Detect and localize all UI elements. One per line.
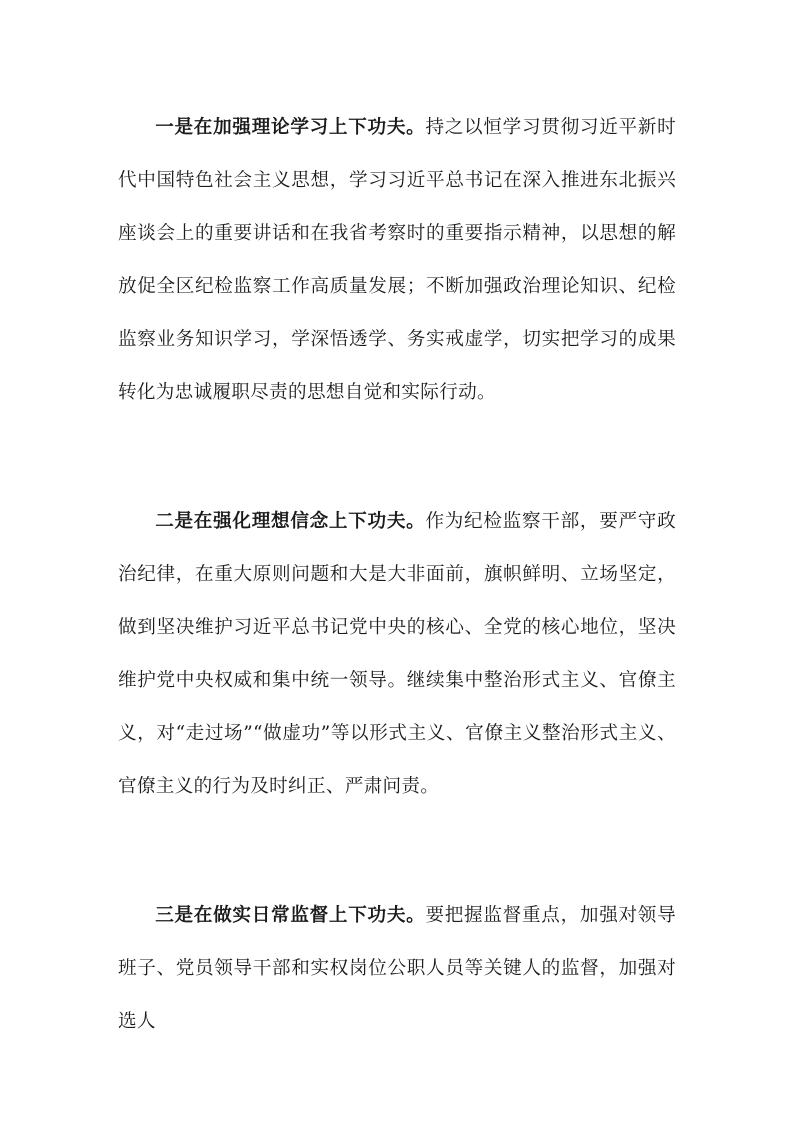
paragraph-3-body: 要把握监督重点，加强对领导班子、党员领导干部和实权岗位公职人员等关键人的监督，加强对选人 <box>118 905 676 1032</box>
paragraph-2 <box>118 496 676 813</box>
paragraph-2-body: 作为纪检监察干部，要严守政治纪律，在重大原则问题和大是大非面前，旗帜鲜明、立场坚定，做到坚决维护习近平总书记党中央的核心、全党的核心地位，坚决维护党中央权威和集中统一领导。继续集中整治形式主义、官僚主义，对“走过场”“做虚功”等以形式主义、官僚主义整治形式主义、官僚主义的行为及时纠正、严肃问责。 <box>118 511 676 797</box>
paragraph-3-lead: 三是在做实日常监督上下功夫。 <box>155 905 426 926</box>
paragraph-3 <box>118 890 676 1049</box>
paragraph-1-body: 持之以恒学习贯彻习近平新时代中国特色社会主义思想，学习习近平总书记在深入推进东北振兴座谈会上的重要讲话和在我省考察时的重要指示精神，以思想的解放促全区纪检监察工作高质量发展；不断加强政治理论知识、纪检监察业务知识学习，学深悟透学、务实戒虚学，切实把学习的成果转化为忠诚履职尽责的思想自觉和实际行动。 <box>118 117 676 403</box>
paragraph-1 <box>118 102 676 419</box>
paragraph-1-lead: 一是在加强理论学习上下功夫。 <box>155 117 426 138</box>
paragraph-2-lead: 二是在强化理想信念上下功夫。 <box>155 511 426 532</box>
